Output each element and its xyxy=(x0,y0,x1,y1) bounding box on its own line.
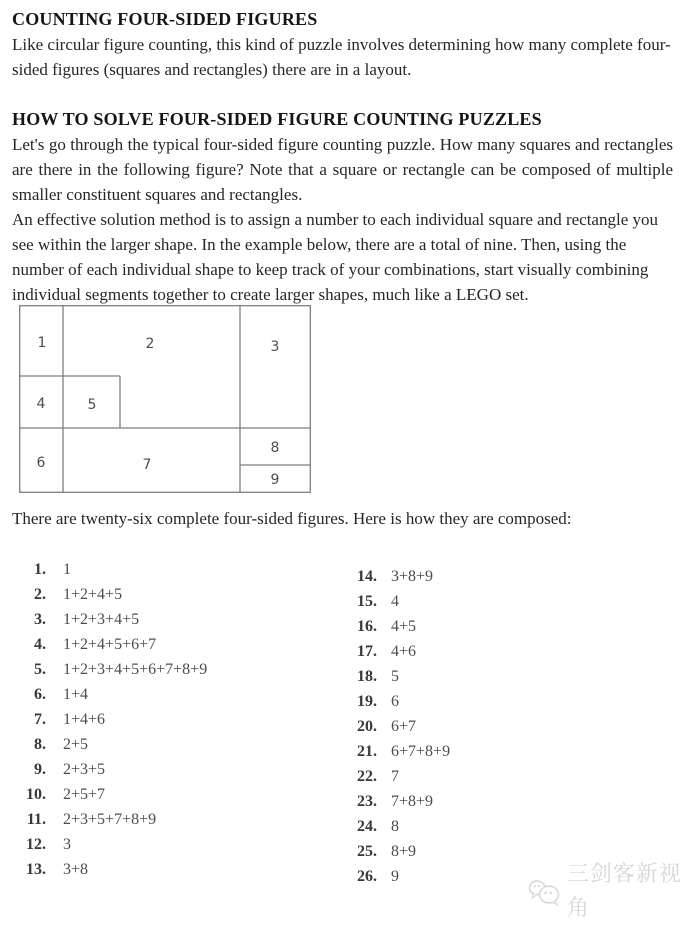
list-item-number: 25. xyxy=(357,843,377,860)
list-item xyxy=(12,657,350,682)
list-item-number: 8. xyxy=(34,736,46,753)
list-item xyxy=(12,682,350,707)
list-item-combo: 6 xyxy=(391,693,399,710)
list-item-combo: 7 xyxy=(391,768,399,785)
figure-cell-label-9: 9 xyxy=(270,472,280,488)
list-item xyxy=(350,664,450,689)
list-item-number: 23. xyxy=(357,793,377,810)
list-item-number: 9. xyxy=(34,761,46,778)
list-item-number: 12. xyxy=(26,836,46,853)
list-item-number: 17. xyxy=(357,643,377,660)
list-item-number: 4. xyxy=(34,636,46,653)
solutions-column-right xyxy=(350,557,450,889)
list-item xyxy=(12,707,350,732)
list-item xyxy=(12,857,350,882)
solutions-intro: There are twenty-six complete four-sided figures. Here is how they are composed: xyxy=(12,509,572,528)
section1-paragraph: Like circular figure counting, this kind of puzzle involves determining how many complete four-sided figures (squares and rectangles) there are in a layout. xyxy=(12,35,671,79)
figure-cell-label-7: 7 xyxy=(142,457,152,473)
list-item xyxy=(350,839,450,864)
list-item-number: 6. xyxy=(34,686,46,703)
list-item-combo: 1+2+3+4+5 xyxy=(63,611,140,628)
list-item xyxy=(12,607,350,632)
list-item xyxy=(350,864,450,889)
list-item-combo: 6+7 xyxy=(391,718,417,735)
list-item-number: 20. xyxy=(357,718,377,735)
list-item-combo: 1+2+4+5 xyxy=(63,586,123,603)
list-item-number: 1. xyxy=(34,561,46,578)
list-item-combo: 8+9 xyxy=(391,843,417,860)
section2-paragraph-2: An effective solution method is to assign a number to each individual square and rectangle you see within the larger shape. In the example below, there are a total of nine. Then, using the number of each individual shape to keep track of your combinations, start visually combining individual segments together to create larger shapes, much like a LEGO set. xyxy=(12,210,658,304)
list-item xyxy=(12,632,350,657)
list-item-number: 2. xyxy=(34,586,46,603)
list-item-number: 10. xyxy=(26,786,46,803)
figure-cell-label-6: 6 xyxy=(36,455,46,471)
list-item xyxy=(12,582,350,607)
list-item xyxy=(12,757,350,782)
list-item-combo: 2+3+5+7+8+9 xyxy=(63,811,157,828)
list-item xyxy=(350,789,450,814)
list-item-number: 3. xyxy=(34,611,46,628)
list-item-combo: 6+7+8+9 xyxy=(391,743,451,760)
list-item xyxy=(350,714,450,739)
list-item-combo: 9 xyxy=(391,868,399,885)
list-item-combo: 1+2+3+4+5+6+7+8+9 xyxy=(63,661,208,678)
figure-cell-label-3: 3 xyxy=(270,339,280,355)
list-item-number: 22. xyxy=(357,768,377,785)
puzzle-figure-drawing xyxy=(19,305,311,493)
list-item xyxy=(350,639,450,664)
figure-cell-label-4: 4 xyxy=(36,396,46,412)
figure-cell-label-5: 5 xyxy=(87,397,97,413)
list-item-number: 26. xyxy=(357,868,377,885)
list-item-number: 5. xyxy=(34,661,46,678)
list-item-number: 13. xyxy=(26,861,46,878)
solutions-column-left xyxy=(12,557,350,889)
list-item xyxy=(12,557,350,582)
watermark-text: 三剑客新视角 xyxy=(566,862,682,921)
section1-heading: COUNTING FOUR-SIDED FIGURES xyxy=(12,9,318,29)
list-item-number: 7. xyxy=(34,711,46,728)
list-item-combo: 5 xyxy=(391,668,399,685)
list-item-number: 15. xyxy=(357,593,377,610)
list-item-combo: 4 xyxy=(391,593,399,610)
list-item-number: 21. xyxy=(357,743,377,760)
solutions-list xyxy=(12,557,672,889)
section2-paragraph-1: Let's go through the typical four-sided figure counting puzzle. How many squares and rectangles are there in the following figure? Note that a square or rectangle can be composed of multiple smaller constituent squares and rectangles. xyxy=(12,135,673,204)
list-item xyxy=(350,814,450,839)
section2-heading: HOW TO SOLVE FOUR-SIDED FIGURE COUNTING PUZZLES xyxy=(12,109,542,129)
list-item xyxy=(350,589,450,614)
list-item-combo: 4+6 xyxy=(391,643,417,660)
list-item xyxy=(350,564,450,589)
list-item xyxy=(350,614,450,639)
list-item-combo: 3+8 xyxy=(63,861,89,878)
list-item xyxy=(12,807,350,832)
watermark-logo-icon xyxy=(527,875,561,909)
list-item-combo: 2+5+7 xyxy=(63,786,106,803)
list-item-number: 11. xyxy=(26,811,46,828)
list-item-combo: 2+3+5 xyxy=(63,761,106,778)
list-item-combo: 3 xyxy=(63,836,71,853)
list-item-number: 19. xyxy=(357,693,377,710)
list-item-combo: 1+2+4+5+6+7 xyxy=(63,636,157,653)
list-item-combo: 8 xyxy=(391,818,399,835)
list-item xyxy=(12,732,350,757)
list-item xyxy=(350,689,450,714)
watermark xyxy=(527,858,684,926)
list-item-combo: 1 xyxy=(63,561,71,578)
list-item-combo: 2+5 xyxy=(63,736,89,753)
list-item-number: 24. xyxy=(357,818,377,835)
list-item xyxy=(12,832,350,857)
list-item-combo: 1+4+6 xyxy=(63,711,106,728)
list-item xyxy=(350,764,450,789)
list-item-combo: 7+8+9 xyxy=(391,793,434,810)
figure-cell-label-8: 8 xyxy=(270,440,280,456)
list-item-combo: 3+8+9 xyxy=(391,568,434,585)
list-item-number: 16. xyxy=(357,618,377,635)
list-item-combo: 4+5 xyxy=(391,618,417,635)
list-item-number: 14. xyxy=(357,568,377,585)
figure-cell-label-1: 1 xyxy=(37,335,47,351)
list-item-number: 18. xyxy=(357,668,377,685)
list-item xyxy=(350,739,450,764)
figure-cell-label-2: 2 xyxy=(145,336,155,352)
puzzle-figure xyxy=(19,305,311,493)
list-item xyxy=(12,782,350,807)
list-item-combo: 1+4 xyxy=(63,686,89,703)
